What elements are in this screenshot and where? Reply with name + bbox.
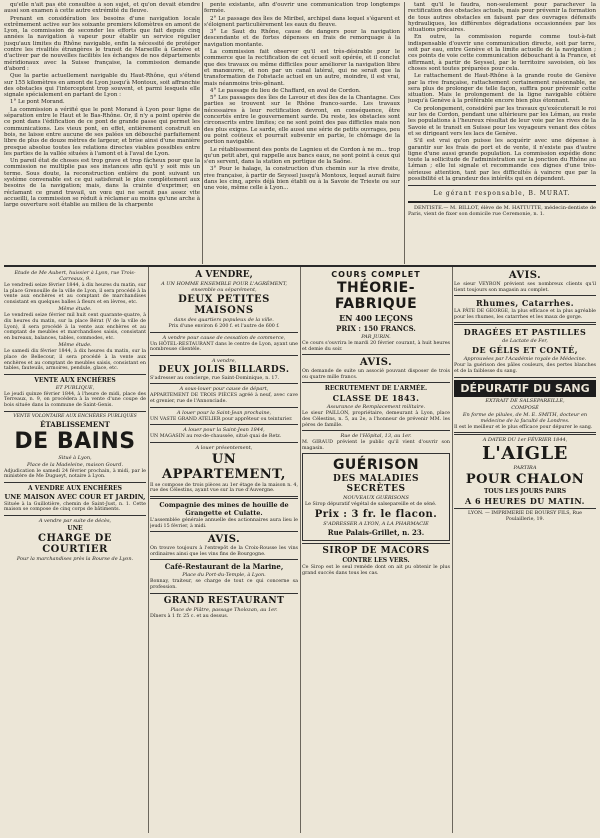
mines-title: Compagnie des mines de houille de Grangette et Culatte. [159,500,289,517]
hopital-text: M. GIRAUD prévient le public qu'il vient d'ouvrir son magasin. [302,440,450,451]
rule [302,354,450,355]
flacon-price: Prix : 3 fr. le flacon. [314,508,438,520]
louer-text: APPARTEMENT DE TROIS PIÈCES agréé à neuf, avec cave et grenier, rue de l'Annonciade. [150,393,298,404]
rhumes-title: Rhumes, Catarrhes. [476,298,574,309]
avis-text: On demande de suite un associé pouvant disposer de trois ou quatre mille francs. [302,369,450,380]
rule [150,407,298,408]
rule [302,430,450,431]
maison-text: Située à la Guillotière, chemin de Saint-Just, n. 1. Cette maison se compose de cinq corps de bâtiments. [4,501,146,513]
article-paragraph: Que la partie actuellement navigable du Haut-Rhône, qui s'étend sur 155 kilomètres en amont de Lyon jusqu'à Montoux, soit affranchie des obstacles qui l'interceptent trop souvent, et parmi lesquels elle signale spécialement en partant de Lyon : [4,73,200,99]
vendre-subtitle: A UN HOMME ENSEMBLE POUR L'AGRÉMENT, ensemble ou séparément, [161,281,287,293]
avis-title: AVIS. [207,534,241,546]
assurance-title: Assurance de Remplacement militaire. [326,404,426,411]
une-label: UNE [67,524,83,532]
mines-text: L'assemblée générale annuelle des actionnaires aura lieu le jeudi 15 février, à midi. [150,517,298,529]
rule [4,411,146,412]
column-divider [148,267,149,833]
avis-title: AVIS. [508,270,542,281]
article-paragraph: 3° Le Saut du Rhône, cause de dangers pour la navigation descendante et de fortes dépenses en frais de remorquage à la navigation montante. [204,29,400,48]
rule [150,424,298,425]
ads-column-2 [150,269,298,835]
maison-title: UNE MAISON AVEC COUR ET JARDIN, [4,492,146,501]
article-section [4,2,596,264]
rule [454,432,596,435]
macors-text: Ce Sirop est le seul remède dont on ait pu obtenir le plus grand succès dans tous les cas. [302,564,450,576]
cours-text: Ce cours s'ouvrira le mardi 20 février courant, à huit heures et demie du soir. [302,341,450,352]
avis-text: Le sieur VEYRON prévient ses nombreux clients qu'il tient toujours son magasin au complet. [454,282,596,293]
grand-restaurant-text: Dîners à 1 fr. 25 c. et au dessus. [150,613,229,619]
heures-label: A 6 HEURES DU MATIN. [465,496,585,507]
pharmacie-label: S'ADRESSER A LYON, A LA PHARMACIE [323,520,429,527]
rule [302,543,450,544]
rule [150,442,298,443]
dragees-subtitle: de Lactate de Fer, [502,338,548,345]
macors-subtitle: CONTRE LES VERS. [342,556,410,564]
rule [150,559,298,560]
rule [150,383,298,384]
sale-notice: Le samedi dix février 1844, à dix heures du matin, sur la place de Bellecour, il sera procédé à la vente aux enchères et au comptant de meubles saisis, consistant en tables, fauteuils, armoires, pendule, glace, etc. [4,349,146,372]
bains-text: Adjudication le samedi 24 février prochain, à midi, par le ministère de Me Dugueyt, notaire à Lyon. [4,468,146,480]
vendre-title: A VENDRE, [195,270,253,280]
article-paragraph: La commission a vérifié que le pont Morand à Lyon pour ligne de séparation entre le Haut et le Bas-Rhône. Or, il n'y a point opérée de ce pont dans l'édification de ce pont de grande passe qui permet les communications. Les vieux pont, en effet, entièrement construit en bois, ne laisse entre aucune de ses palées un débouché parfaitement libre de plus de douze mètres de largeur, et brise ainsi d'une manière presque absolue toutes les relations directes viables possibles entre les parties de la vallée situées à l'amont et à l'aval de Lyon. [4,106,200,157]
date-label: A DATER DU 1er FÉVRIER 1844, [482,437,568,444]
sale-notice: Le jeudi quinze février 1844, à l'heure de midi, place des Terreaux, n. 9, on procédera à la vente d'une coupe de bois située dans la commune de Saint-Genis. [4,391,146,408]
cession-text: Un HÔTEL-RESTAURANT dans le centre de Lyon, ayant une nombreuse clientèle. [150,341,298,353]
grand-restaurant-subtitle: Place de Plâtre, passage Tholozan, au 1er. [170,606,278,613]
louer-title: A louer pour la Saint-Jean 1844, [183,427,265,434]
aigle-title: L'AIGLE [482,443,568,465]
auction-subtitle: ET PUBLIQUE, [55,384,95,391]
maladies-title: DES MALADIES SECRÈTES [333,474,419,495]
ads-column-3 [302,269,450,835]
cours-author: PAR JURIN. [361,334,391,340]
article-paragraph: Un pareil état de choses est trop grave et trop fâcheux pour que la commission ne multiplie pas ses instances afin qu'il y soit mis un terme. Sous doute, la reconstruction entière du pont suivant un système convenable est ce qui satisferait le plus complètement aux besoins de la navigation; mais, dans la crainte d'exprimer, en réclamant ce grand travail, un vœu qui ne serait pas assez vite accueilli, la commission se réduit à réclamer au moins qu'une arche à large ouverture soit établie au milieu de la charpente [4,158,200,209]
depuratif-text: Il est le meilleur et le plus efficace pour dépurer le sang. [454,424,593,430]
lecons-title: EN 400 LEÇONS [339,313,413,323]
ads-column-1 [4,269,146,835]
louer-title: A sous-louer pour cause de départ, [179,386,269,393]
rule [408,185,596,186]
rule [4,515,146,516]
sale-title: Même étude. [58,342,92,349]
article-paragraph: qu'elle n'ait pas été consultée à son sujet, et qu'on devait étendre aussi son examen à cette autre extrémité du fleuve. [4,2,200,15]
maisons-price: Prix d'une environ 6 200 f. et l'autre de 600 f. [168,324,280,329]
article-paragraph: 3° Pour le halage, la construction d'un chemin sur la rive droite, rive française, à partir de Seyssel jusqu'à Montoux, lequel aurait faire dans les cinq, après déjà bien établi ou à la Savoie de Trieste ou sur une voie, même celle à Lyon... [204,166,400,192]
macors-title: SIROP DE MACORS [322,545,430,556]
rule [408,201,596,203]
gerant-signature: Le gérant responsable, B. MURAT. [433,190,571,198]
cours-price: PRIX : 150 FRANCS. [336,324,416,333]
bains-title: DE BAINS [14,428,136,454]
article-paragraph: 5° Les passages des îles de Lavour et des îles de la Chantagne. Ces parties se trouvent sur le Rhône franco-sarde. Les travaux nécessaires à leur rectification devront, en conséquence, être concertés entre le gouvernement sarde. Du reste, les obstacles sont circonscrits entre limites; ce ne sont point des pas difficiles mais non des plus exigus. Le sarde, elle aussi une série de petits ouvrages, peu ou point coûteux et pourrait subvenir en partie, le chômage de la portion navigable. [204,95,400,146]
bains-subtitle: Place de la Madeleine, maison Gourd. [26,461,124,468]
louer-title: A louer pour la Saint-Jean prochaine, [176,409,272,416]
extrait-label: EXTRAIT DE SALSEPAREILLE, [485,397,565,404]
compose-label: COMPOSÉ [511,404,539,411]
billards-text: S'adresser au concierge, rue Saint-Dominique, n. 17. [150,375,280,381]
rule [4,374,146,375]
appartement-title: UN APPARTEMENT, [162,451,286,482]
column-divider [404,2,405,264]
establishment-title: ÉTABLISSEMENT [40,419,110,429]
voluntary-sale: VENTE VOLONTAIRE AUX ENCHÈRES PUBLIQUES [13,413,137,419]
article-paragraph: Prenant en considération les besoins d'une navigation locale extrêmement active sur les soixante premiers kilomètres en amont de Lyon, la commission de seconder les efforts que fait depuis cinq années la navigation à vapeur pour établir un service régulier jusqu'aux limites du Rhône navigable, enfin la nécessité de protéger contre les rivalités étrangères le transit de Marseille à Genève et d'activer par de nouvelles facilités les échanges de nos départements méridionaux avec la Suisse française, la commission demande d'abord : [4,15,200,72]
vendre-title: A VENDRE AUX ENCHÈRES [28,484,122,492]
rule [454,295,596,296]
maisons-subtitle: dans des quartiers populeux de la ville. [174,317,274,323]
guerison-box [302,453,450,541]
billards-title: DEUX JOLIS BILLARDS. [158,364,290,375]
article-paragraph: tant qu'il le faudra, non-seulement pour parachever la rectification des obstacles actuels, mais pour prévenir la formation de tous autres obstacles en faisant par des ouvrages défensifs hydrauliques, les différentes dégradations occasionnées par les situations précaires. [408,2,596,34]
rhumes-text: LA PÂTE DE GEORGE, la plus efficace et la plus agréable pour les rhumes, les catarrhes et les maux de gorge. [454,309,596,320]
cafe-text: Bonnay, traiteur, se charge de tout ce qui concerne sa profession. [150,579,298,590]
office-title: Etude de Me Aubert, huissier à Lyon, rue Trois-Carreaux, 9. [14,270,136,282]
rule [150,355,298,356]
imprimerie-label: LYON. — IMPRIMERIE DE BOURSY FILS, Rue Poulaillerie, 19. [468,511,582,522]
sirop-text: Le Sirop dépuratif végétal de salsepareille et de séné. [305,502,437,508]
article-paragraph: Ce prolongement, considéré par les travaux qu'exécuterait le roi sur les de Cordon, pendant une ultérieure par les Léman, au reste les populations à l'heureux résultat de leur voie par les rives de la Savoie et le transit en Suisse pour les voyageurs venant des côtes et se dirigeant vers les lacs de Genève. [408,105,596,137]
pilules-label: En forme de pilules, de M. E. SMITH, docteur en médecine de la faculté de Londres. [462,411,588,424]
theorie-title: THÉORIE-FABRIQUE [334,280,418,312]
sale-title: Même étude. [58,306,92,313]
rule [454,322,596,325]
classe-title: CLASSE DE 1843. [332,393,420,404]
guerison-title: GUÉRISON [332,457,420,474]
rule [302,382,450,383]
charge-subtitle: Pour la marchandises près la Bourse de Lyon. [16,555,134,562]
chalon-title: POUR CHALON [465,472,585,488]
depuratif-title: DÉPURATIF DU SANG [454,380,596,397]
column-divider [300,267,301,833]
sale-notice: Le vendredi seize février mil huit cent quarante-quatre, à dix heures du matin, sur la place Bérat (V de la ville de Lyon), il sera procédé à la vente aux enchères et au comptant de meubles et marchandises saisis, consistant en bureaux, balances, tables, commodes, etc. [4,313,146,341]
jours-label: TOUS LES JOURS PAIRS [483,488,567,496]
article-column-1 [4,2,200,264]
rule [150,496,298,499]
dragees-title: DRAGÉES ET PASTILLES [463,327,587,338]
cession-title: A vendre pour cause de cessation de commerce, [162,334,286,341]
louer-title: A louer présentement, [195,444,253,451]
cafe-subtitle: Place du Port-du-Temple, à Lyon. [182,572,266,579]
vendre-amiable: A vendre par suite de décès, [38,517,112,524]
article-paragraph: La commission fait observer qu'il est très-désirable pour le commerce que la rectification de cet écueil soit opérée, et il conclut que des travaux ou même difficiles pour améliorer la navigation libre et manœuvre, et non par un canal latéral, qui ne serait que la transformation de l'obstacle actuel en un autre, moindre, il est vrai, mais néanmoins très-gênant. [204,49,400,87]
auction-title: VENTE AUX ENCHÈRES [34,376,116,384]
article-paragraph: En outre, la commission regarde comme tout-à-fait indispensable d'ouvrir une communication directe, soit par terre, soit par eau, entre Genève et la limite actuelle de la navigation ; ces points de voie cette communication débouchant à la France, et affirmant, à partir de Seyssel, par le territoire savoisien, où les choses sont toutes préparées pour cela. [408,34,596,72]
article-paragraph: pente existante, afin d'ouvrir une communication trop longtemps fermée. [204,2,400,15]
article-paragraph: 2° Le passage des îles de Miribel, archipel dans lequel s'égarent et s'éloignent particulièrement les eaux du fleuve. [204,15,400,28]
hopital-address: Rue de l'Hôpital, 13, au 1er. [340,433,412,440]
rule [4,482,146,483]
column-divider [452,267,453,833]
assurance-text: Le sieur PAILLON, propriétaire, demeurant à Lyon, place des Célestins, n. 5, au 2e, a l'honneur de prévenir MM. les pères de famille. [302,411,450,428]
rule [454,508,596,509]
louer-text: UN VASTE GRAND ATELIER pour apprêteur ou teinturier. [150,416,293,422]
column-divider [202,2,203,264]
grand-restaurant-title: GRAND RESTAURANT [163,595,285,606]
article-column-2 [204,2,400,264]
gelis-title: DE GÉLIS ET CONTÉ, [472,345,578,356]
avis-text: On trouve toujours à l'entrepôt de la Croix-Rousse les vins ordinaires ainsi que les vins fins de Bourgogne. [150,546,298,557]
charge-title: CHARGE DE COURTIER [38,532,112,555]
sale-notice: Le vendredi seize février 1844, à dix heures du matin, sur la place Grenouille de la ville de Lyon, il sera procédé à la vente aux enchères et au comptant de marchandises consistant en quelques balles à fleurs et en lèvres, etc. [4,283,146,305]
approuvees-label: Approuvées par l'Académie royale de Médecine. [463,356,587,363]
rule [150,332,298,333]
cours-title: COURS COMPLET [331,270,421,279]
rule [150,531,298,532]
article-paragraph: Le rattachement de Haut-Rhône à la grande route de Genève par la rive française, rattachement certainement raisonnable, ne sera plus de prolonger de telle façon, suffira pour prévenir cette situation. Mais le prolongement de la ligne navigable côtière jusqu'à Genève à la préférable encore bien plus étonnant. [408,73,596,105]
avis-title: AVIS. [359,357,393,369]
article-column-3 [408,2,596,264]
article-paragraph: S'il est vrai qu'on puisse les acquérir avec une dépense à garantir sur les frais de port et de vente, il n'existe pas d'autre ligne d'une aussi grande population. La commission expédie donc toute la sollicitude de l'administration sur la jonction du Rhône au Léman ; elle lui signale et recommande ces dignes d'une très-sérieuse attention, tant par les difficultés à vaincre que par la possibilité et la grandeur des intérêts qui en dépendent. [408,138,596,183]
rule [150,593,298,594]
billards-subtitle: A vendre, [211,357,237,364]
cafe-title: Café-Restaurant de la Marine, [164,562,284,572]
article-paragraph: 1° Le pont Morand. [10,99,65,106]
partira-label: PARTIRA [513,465,537,472]
dentist-notice: DENTISTE.— M. BILLOT, élève de M. HATTUTTE, médecin-dentiste de Paris, vient de fixer son domicile rue Ceremonie, n. 1. [408,205,596,218]
nouveaux-title: NOUVEAUX GUÉRISONS [343,495,409,502]
article-paragraph: Le rétablissement des ponts de Lagnieu et de Cordon à ne m... trop qu'un petit abri, qui rappelle aux bancs eaux, ne sont point à ceux qui s'en servent, dans la station en portique de la Saône. [204,146,400,166]
maisons-title: DEUX PETITES MAISONS [178,294,270,316]
recrutement-title: RECRUTEMENT DE L'ARMÉE. [324,385,428,393]
appartement-text: Il se compose de trois pièces au 1er étage de la maison n. 4, rue des Célestins, ayant vue sur la rue d'Auvergne. [150,482,298,494]
louer-text: UN MAGASIN au rez-de-chaussée, situé quai de Retz. [150,434,282,440]
dragees-text: Pour la guérison des pâles couleurs, des pertes blanches et de la faiblesse du sang. [454,363,596,374]
ads-column-4 [454,269,596,835]
advertisements-section [4,265,596,837]
bains-location: Situé à Lyon, [58,454,92,461]
rule [454,377,596,378]
article-paragraph: 4° Le passage du lieu de Chaffard, en aval de Cordon. [210,87,361,94]
pharmacie-address: Rue Palais-Grillet, n. 23. [327,527,425,537]
